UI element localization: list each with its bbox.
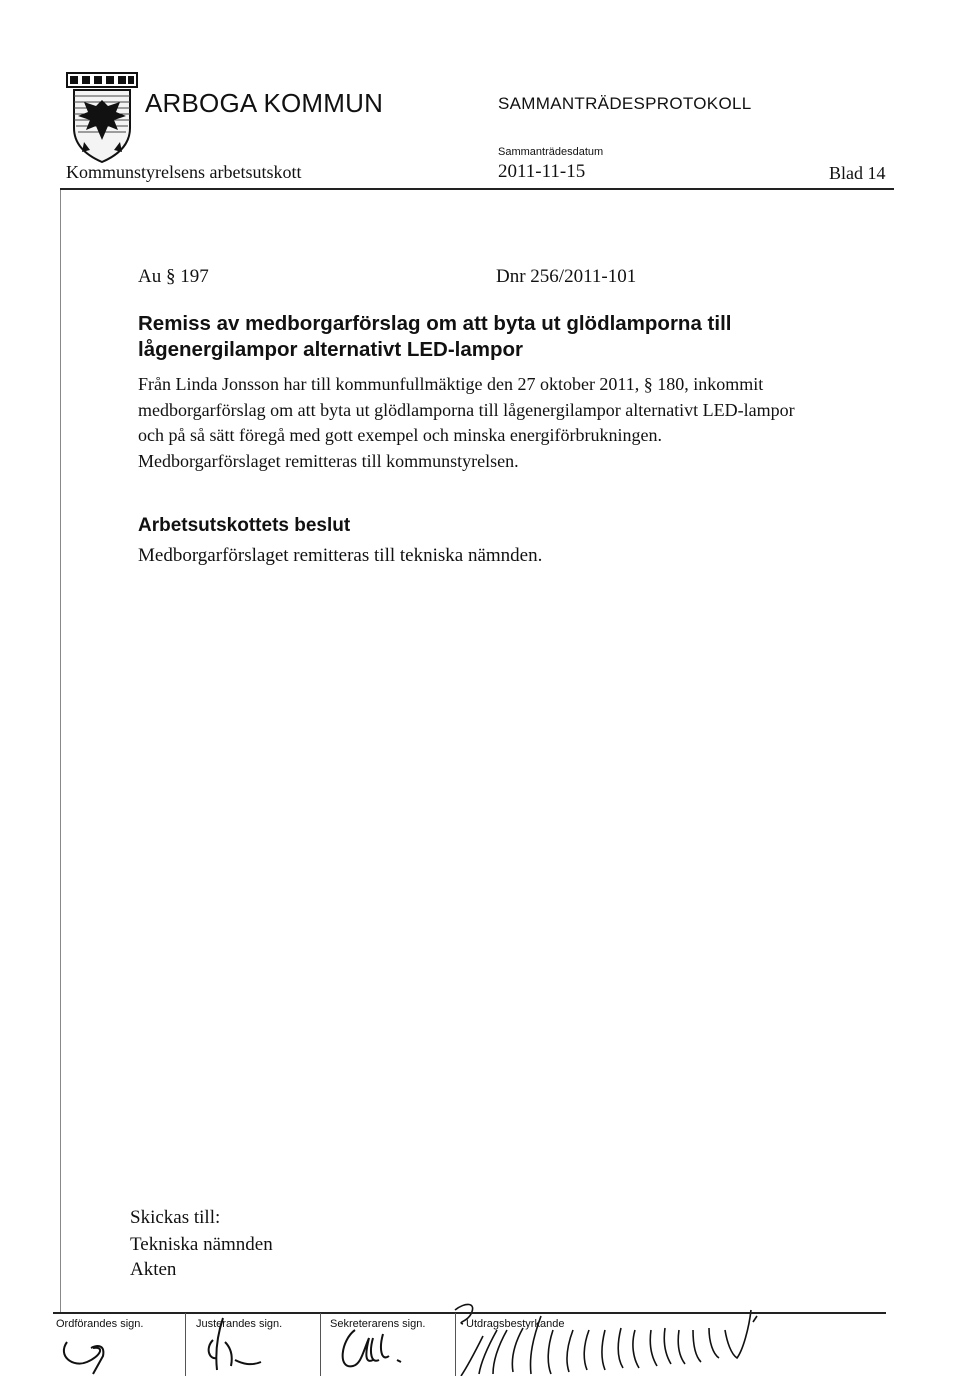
decision-heading: Arbetsutskottets beslut	[138, 515, 351, 536]
matter-title: Remiss av medborgarförslag om att byta ut glödlamporna till lågenergilampor alternativt LED-lampor	[138, 312, 732, 361]
certified-extract-label: Utdragsbestyrkande	[466, 1318, 565, 1330]
committee-name: Kommunstyrelsens arbetsutskott	[66, 162, 302, 182]
diary-number: Dnr 256/2011-101	[496, 266, 637, 287]
distribution-recipient: Akten	[130, 1259, 177, 1280]
section-number: Au § 197	[138, 266, 209, 287]
signature-column-separator	[455, 1313, 456, 1376]
distribution-label: Skickas till:	[130, 1207, 221, 1228]
page-left-border	[60, 190, 61, 1312]
signature-row-divider	[53, 1312, 886, 1314]
distribution-recipient: Tekniska nämnden	[130, 1234, 273, 1255]
meeting-date: 2011-11-15	[498, 161, 586, 182]
organization-name: ARBOGA KOMMUN	[145, 88, 384, 118]
adjuster-signature-label: Justerandes sign.	[196, 1318, 283, 1330]
document-type: SAMMANTRÄDESPROTOKOLL	[498, 94, 752, 113]
signature-column-separator	[320, 1313, 321, 1376]
page-number: Blad 14	[829, 163, 886, 183]
secretary-signature-label: Sekreterarens sign.	[330, 1318, 426, 1330]
distribution-list	[130, 1232, 273, 1282]
decision-text: Medborgarförslaget remitteras till tekniska nämnden.	[138, 545, 543, 566]
header-divider	[60, 188, 894, 190]
chair-signature-label: Ordförandes sign.	[56, 1318, 144, 1330]
meeting-date-label: Sammanträdesdatum	[498, 146, 604, 158]
handwritten-signatures	[53, 1290, 886, 1376]
matter-body: Från Linda Jonsson har till kommunfullmäktige den 27 oktober 2011, § 180, inkommit medborgarförslag om att byta ut glödlamporna till lågenergilampor alternativt LED-lampor och på så sätt föregå med gott exempel och minska energiförbrukningen. Medborgarförslaget remitteras till kommunstyrelsen.	[138, 374, 795, 471]
coat-of-arms-logo	[66, 72, 138, 164]
signature-column-separator	[185, 1313, 186, 1376]
